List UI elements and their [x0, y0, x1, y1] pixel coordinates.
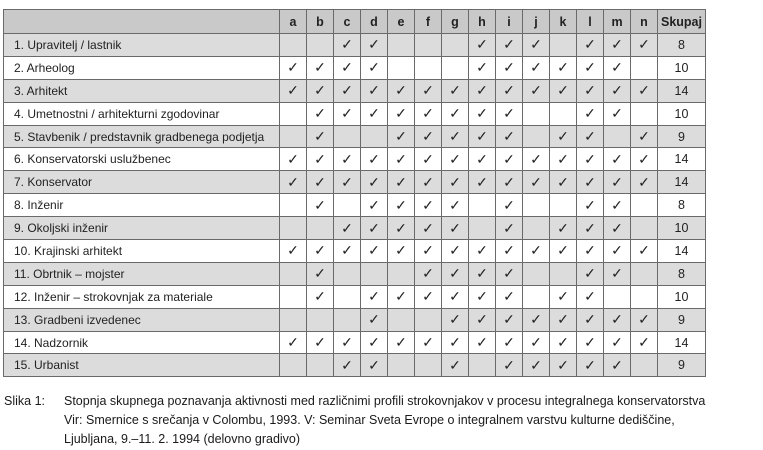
check-icon: ✓: [388, 125, 415, 148]
table-row: [4, 285, 706, 308]
check-icon: ✓: [604, 102, 631, 125]
check-icon: ✓: [307, 285, 334, 308]
check-icon: ✓: [307, 194, 334, 217]
check-icon: ✓: [523, 171, 550, 194]
empty-cell: [280, 354, 307, 377]
empty-cell: [631, 262, 658, 285]
empty-cell: [523, 125, 550, 148]
caption-line-3: Ljubljana, 9.–11. 2. 1994 (delovno gradivo): [64, 432, 301, 446]
check-icon: ✓: [442, 194, 469, 217]
column-header-g: g: [442, 10, 469, 34]
empty-cell: [388, 34, 415, 57]
check-icon: ✓: [361, 194, 388, 217]
check-icon: ✓: [442, 262, 469, 285]
column-header-f: f: [415, 10, 442, 34]
check-icon: ✓: [604, 56, 631, 79]
row-total: 10: [658, 102, 706, 125]
check-icon: ✓: [307, 171, 334, 194]
check-icon: ✓: [577, 308, 604, 331]
table-row: [4, 308, 706, 331]
check-icon: ✓: [388, 217, 415, 240]
check-icon: ✓: [523, 34, 550, 57]
row-total: 14: [658, 171, 706, 194]
check-icon: ✓: [577, 262, 604, 285]
empty-cell: [334, 262, 361, 285]
check-icon: ✓: [415, 102, 442, 125]
empty-cell: [388, 56, 415, 79]
check-icon: ✓: [307, 262, 334, 285]
check-icon: ✓: [469, 262, 496, 285]
check-icon: ✓: [361, 308, 388, 331]
check-icon: ✓: [442, 217, 469, 240]
caption-line-2: Vir: Smernice s srečanja v Colombu, 1993. V: Seminar Sveta Evrope o integralnem varstvu kulturne dediščine,: [64, 413, 675, 427]
check-icon: ✓: [307, 148, 334, 171]
empty-cell: [388, 308, 415, 331]
check-icon: ✓: [361, 331, 388, 354]
check-icon: ✓: [631, 34, 658, 57]
empty-cell: [631, 354, 658, 377]
check-icon: ✓: [577, 125, 604, 148]
check-icon: ✓: [604, 194, 631, 217]
empty-cell: [604, 125, 631, 148]
check-icon: ✓: [361, 354, 388, 377]
empty-cell: [307, 308, 334, 331]
empty-cell: [631, 56, 658, 79]
check-icon: ✓: [604, 262, 631, 285]
check-icon: ✓: [577, 217, 604, 240]
check-icon: ✓: [577, 285, 604, 308]
check-icon: ✓: [577, 194, 604, 217]
check-icon: ✓: [631, 125, 658, 148]
check-icon: ✓: [577, 354, 604, 377]
check-icon: ✓: [334, 217, 361, 240]
check-icon: ✓: [361, 102, 388, 125]
check-icon: ✓: [469, 125, 496, 148]
row-total: 10: [658, 285, 706, 308]
check-icon: ✓: [442, 308, 469, 331]
column-header-d: d: [361, 10, 388, 34]
row-label: 12. Inženir – strokovnjak za materiale: [4, 285, 280, 308]
check-icon: ✓: [415, 125, 442, 148]
empty-cell: [280, 102, 307, 125]
empty-cell: [334, 308, 361, 331]
row-label: 8. Inženir: [4, 194, 280, 217]
empty-cell: [550, 262, 577, 285]
empty-cell: [550, 34, 577, 57]
check-icon: ✓: [469, 56, 496, 79]
empty-cell: [631, 285, 658, 308]
check-icon: ✓: [496, 285, 523, 308]
check-icon: ✓: [631, 331, 658, 354]
check-icon: ✓: [388, 148, 415, 171]
empty-cell: [523, 285, 550, 308]
row-label: 4. Umetnostni / arhitekturni zgodovinar: [4, 102, 280, 125]
check-icon: ✓: [523, 148, 550, 171]
check-icon: ✓: [361, 79, 388, 102]
check-icon: ✓: [523, 240, 550, 263]
check-icon: ✓: [334, 354, 361, 377]
check-icon: ✓: [415, 79, 442, 102]
check-icon: ✓: [361, 240, 388, 263]
check-icon: ✓: [469, 285, 496, 308]
check-icon: ✓: [415, 240, 442, 263]
column-header-j: j: [523, 10, 550, 34]
empty-cell: [469, 217, 496, 240]
column-header-a: a: [280, 10, 307, 34]
check-icon: ✓: [307, 331, 334, 354]
check-icon: ✓: [307, 240, 334, 263]
row-total: 9: [658, 125, 706, 148]
check-icon: ✓: [550, 354, 577, 377]
check-icon: ✓: [469, 148, 496, 171]
empty-cell: [388, 354, 415, 377]
row-label: 3. Arhitekt: [4, 79, 280, 102]
check-icon: ✓: [415, 194, 442, 217]
check-icon: ✓: [604, 34, 631, 57]
check-icon: ✓: [388, 102, 415, 125]
check-icon: ✓: [631, 308, 658, 331]
check-icon: ✓: [361, 171, 388, 194]
check-icon: ✓: [604, 354, 631, 377]
check-icon: ✓: [388, 331, 415, 354]
row-total: 9: [658, 308, 706, 331]
check-icon: ✓: [496, 354, 523, 377]
check-icon: ✓: [307, 102, 334, 125]
table-row: [4, 217, 706, 240]
row-total: 14: [658, 331, 706, 354]
check-icon: ✓: [415, 217, 442, 240]
check-icon: ✓: [550, 285, 577, 308]
check-icon: ✓: [307, 79, 334, 102]
empty-cell: [631, 194, 658, 217]
check-icon: ✓: [496, 217, 523, 240]
empty-cell: [361, 262, 388, 285]
column-header-l: l: [577, 10, 604, 34]
row-label: 1. Upravitelj / lastnik: [4, 34, 280, 57]
check-icon: ✓: [388, 285, 415, 308]
table-row: [4, 148, 706, 171]
check-icon: ✓: [361, 148, 388, 171]
empty-cell: [442, 34, 469, 57]
check-icon: ✓: [442, 240, 469, 263]
check-icon: ✓: [523, 331, 550, 354]
row-total: 10: [658, 56, 706, 79]
empty-cell: [361, 125, 388, 148]
check-icon: ✓: [496, 171, 523, 194]
row-label: 15. Urbanist: [4, 354, 280, 377]
check-icon: ✓: [550, 217, 577, 240]
check-icon: ✓: [604, 217, 631, 240]
empty-cell: [280, 308, 307, 331]
column-header-e: e: [388, 10, 415, 34]
check-icon: ✓: [604, 308, 631, 331]
table-row: [4, 194, 706, 217]
check-icon: ✓: [496, 79, 523, 102]
header-blank-cell: [4, 10, 280, 34]
check-icon: ✓: [577, 34, 604, 57]
empty-cell: [280, 125, 307, 148]
empty-cell: [388, 262, 415, 285]
table-row: [4, 102, 706, 125]
check-icon: ✓: [550, 308, 577, 331]
check-icon: ✓: [604, 240, 631, 263]
table-row: [4, 240, 706, 263]
empty-cell: [550, 194, 577, 217]
check-icon: ✓: [388, 240, 415, 263]
empty-cell: [280, 34, 307, 57]
check-icon: ✓: [361, 285, 388, 308]
check-icon: ✓: [496, 331, 523, 354]
empty-cell: [415, 56, 442, 79]
column-header-sum: Skupaj: [658, 10, 706, 34]
caption-label: Slika 1:: [4, 394, 45, 408]
check-icon: ✓: [442, 285, 469, 308]
empty-cell: [415, 308, 442, 331]
check-icon: ✓: [577, 240, 604, 263]
check-icon: ✓: [577, 171, 604, 194]
figure-caption: [4, 392, 759, 449]
table-row: [4, 79, 706, 102]
check-icon: ✓: [388, 194, 415, 217]
check-icon: ✓: [496, 34, 523, 57]
check-icon: ✓: [388, 171, 415, 194]
check-icon: ✓: [442, 354, 469, 377]
check-icon: ✓: [496, 262, 523, 285]
empty-cell: [604, 285, 631, 308]
check-icon: ✓: [334, 102, 361, 125]
empty-cell: [523, 194, 550, 217]
check-icon: ✓: [469, 79, 496, 102]
check-icon: ✓: [415, 262, 442, 285]
check-icon: ✓: [280, 171, 307, 194]
check-icon: ✓: [469, 240, 496, 263]
check-icon: ✓: [334, 34, 361, 57]
check-icon: ✓: [307, 56, 334, 79]
check-icon: ✓: [523, 308, 550, 331]
empty-cell: [280, 285, 307, 308]
table-row: [4, 262, 706, 285]
row-label: 6. Konservatorski uslužbenec: [4, 148, 280, 171]
empty-cell: [415, 354, 442, 377]
check-icon: ✓: [496, 125, 523, 148]
check-icon: ✓: [496, 148, 523, 171]
empty-cell: [469, 354, 496, 377]
check-icon: ✓: [442, 102, 469, 125]
check-icon: ✓: [334, 148, 361, 171]
row-label: 14. Nadzornik: [4, 331, 280, 354]
table-row: [4, 125, 706, 148]
check-icon: ✓: [577, 331, 604, 354]
empty-cell: [442, 56, 469, 79]
check-icon: ✓: [415, 285, 442, 308]
empty-cell: [307, 217, 334, 240]
check-icon: ✓: [496, 240, 523, 263]
check-icon: ✓: [631, 240, 658, 263]
check-icon: ✓: [631, 171, 658, 194]
check-icon: ✓: [631, 148, 658, 171]
check-icon: ✓: [334, 331, 361, 354]
empty-cell: [307, 354, 334, 377]
check-icon: ✓: [496, 102, 523, 125]
table-row: [4, 56, 706, 79]
check-icon: ✓: [415, 331, 442, 354]
check-icon: ✓: [388, 79, 415, 102]
check-icon: ✓: [604, 79, 631, 102]
competence-table: [3, 9, 706, 377]
table-row: [4, 354, 706, 377]
row-label: 10. Krajinski arhitekt: [4, 240, 280, 263]
check-icon: ✓: [361, 217, 388, 240]
empty-cell: [523, 102, 550, 125]
row-total: 9: [658, 354, 706, 377]
check-icon: ✓: [442, 79, 469, 102]
empty-cell: [415, 34, 442, 57]
check-icon: ✓: [550, 79, 577, 102]
column-header-b: b: [307, 10, 334, 34]
check-icon: ✓: [631, 79, 658, 102]
row-total: 14: [658, 240, 706, 263]
check-icon: ✓: [334, 171, 361, 194]
row-label: 2. Arheolog: [4, 56, 280, 79]
check-icon: ✓: [550, 148, 577, 171]
column-header-n: n: [631, 10, 658, 34]
empty-cell: [469, 194, 496, 217]
check-icon: ✓: [469, 171, 496, 194]
empty-cell: [631, 102, 658, 125]
row-total: 8: [658, 262, 706, 285]
row-label: 5. Stavbenik / predstavnik gradbenega podjetja: [4, 125, 280, 148]
row-total: 14: [658, 79, 706, 102]
check-icon: ✓: [496, 308, 523, 331]
check-icon: ✓: [496, 56, 523, 79]
empty-cell: [280, 194, 307, 217]
check-icon: ✓: [550, 56, 577, 79]
check-icon: ✓: [334, 240, 361, 263]
row-label: 11. Obrtnik – mojster: [4, 262, 280, 285]
check-icon: ✓: [577, 56, 604, 79]
check-icon: ✓: [361, 34, 388, 57]
row-total: 8: [658, 34, 706, 57]
row-total: 14: [658, 148, 706, 171]
column-header-h: h: [469, 10, 496, 34]
check-icon: ✓: [604, 331, 631, 354]
check-icon: ✓: [550, 125, 577, 148]
empty-cell: [523, 262, 550, 285]
check-icon: ✓: [280, 240, 307, 263]
check-icon: ✓: [550, 240, 577, 263]
check-icon: ✓: [280, 79, 307, 102]
check-icon: ✓: [550, 331, 577, 354]
column-header-m: m: [604, 10, 631, 34]
check-icon: ✓: [361, 56, 388, 79]
check-icon: ✓: [442, 171, 469, 194]
check-icon: ✓: [604, 148, 631, 171]
empty-cell: [334, 125, 361, 148]
check-icon: ✓: [550, 171, 577, 194]
caption-line-1: Stopnja skupnega poznavanja aktivnosti med različnimi profili strokovnjakov v procesu integralnega konservatorstva: [64, 394, 706, 408]
table-row: [4, 171, 706, 194]
empty-cell: [307, 34, 334, 57]
check-icon: ✓: [280, 56, 307, 79]
empty-cell: [334, 194, 361, 217]
empty-cell: [334, 285, 361, 308]
row-label: 7. Konservator: [4, 171, 280, 194]
check-icon: ✓: [415, 148, 442, 171]
column-header-c: c: [334, 10, 361, 34]
check-icon: ✓: [577, 79, 604, 102]
column-header-i: i: [496, 10, 523, 34]
check-icon: ✓: [442, 331, 469, 354]
check-icon: ✓: [334, 56, 361, 79]
check-icon: ✓: [469, 34, 496, 57]
check-icon: ✓: [334, 79, 361, 102]
empty-cell: [523, 217, 550, 240]
check-icon: ✓: [523, 56, 550, 79]
column-header-k: k: [550, 10, 577, 34]
row-label: 13. Gradbeni izvedenec: [4, 308, 280, 331]
check-icon: ✓: [442, 148, 469, 171]
check-icon: ✓: [577, 102, 604, 125]
row-total: 8: [658, 194, 706, 217]
check-icon: ✓: [604, 171, 631, 194]
check-icon: ✓: [469, 308, 496, 331]
table-row: [4, 34, 706, 57]
empty-cell: [280, 262, 307, 285]
row-label: 9. Okoljski inženir: [4, 217, 280, 240]
empty-cell: [631, 217, 658, 240]
table-header-row: [4, 10, 706, 34]
check-icon: ✓: [280, 331, 307, 354]
check-icon: ✓: [577, 148, 604, 171]
check-icon: ✓: [469, 102, 496, 125]
empty-cell: [550, 102, 577, 125]
table-body: [4, 34, 706, 377]
check-icon: ✓: [415, 171, 442, 194]
check-icon: ✓: [280, 148, 307, 171]
check-icon: ✓: [523, 354, 550, 377]
row-total: 10: [658, 217, 706, 240]
check-icon: ✓: [496, 194, 523, 217]
empty-cell: [280, 217, 307, 240]
check-icon: ✓: [469, 331, 496, 354]
check-icon: ✓: [523, 79, 550, 102]
check-icon: ✓: [307, 125, 334, 148]
table-row: [4, 331, 706, 354]
check-icon: ✓: [442, 125, 469, 148]
